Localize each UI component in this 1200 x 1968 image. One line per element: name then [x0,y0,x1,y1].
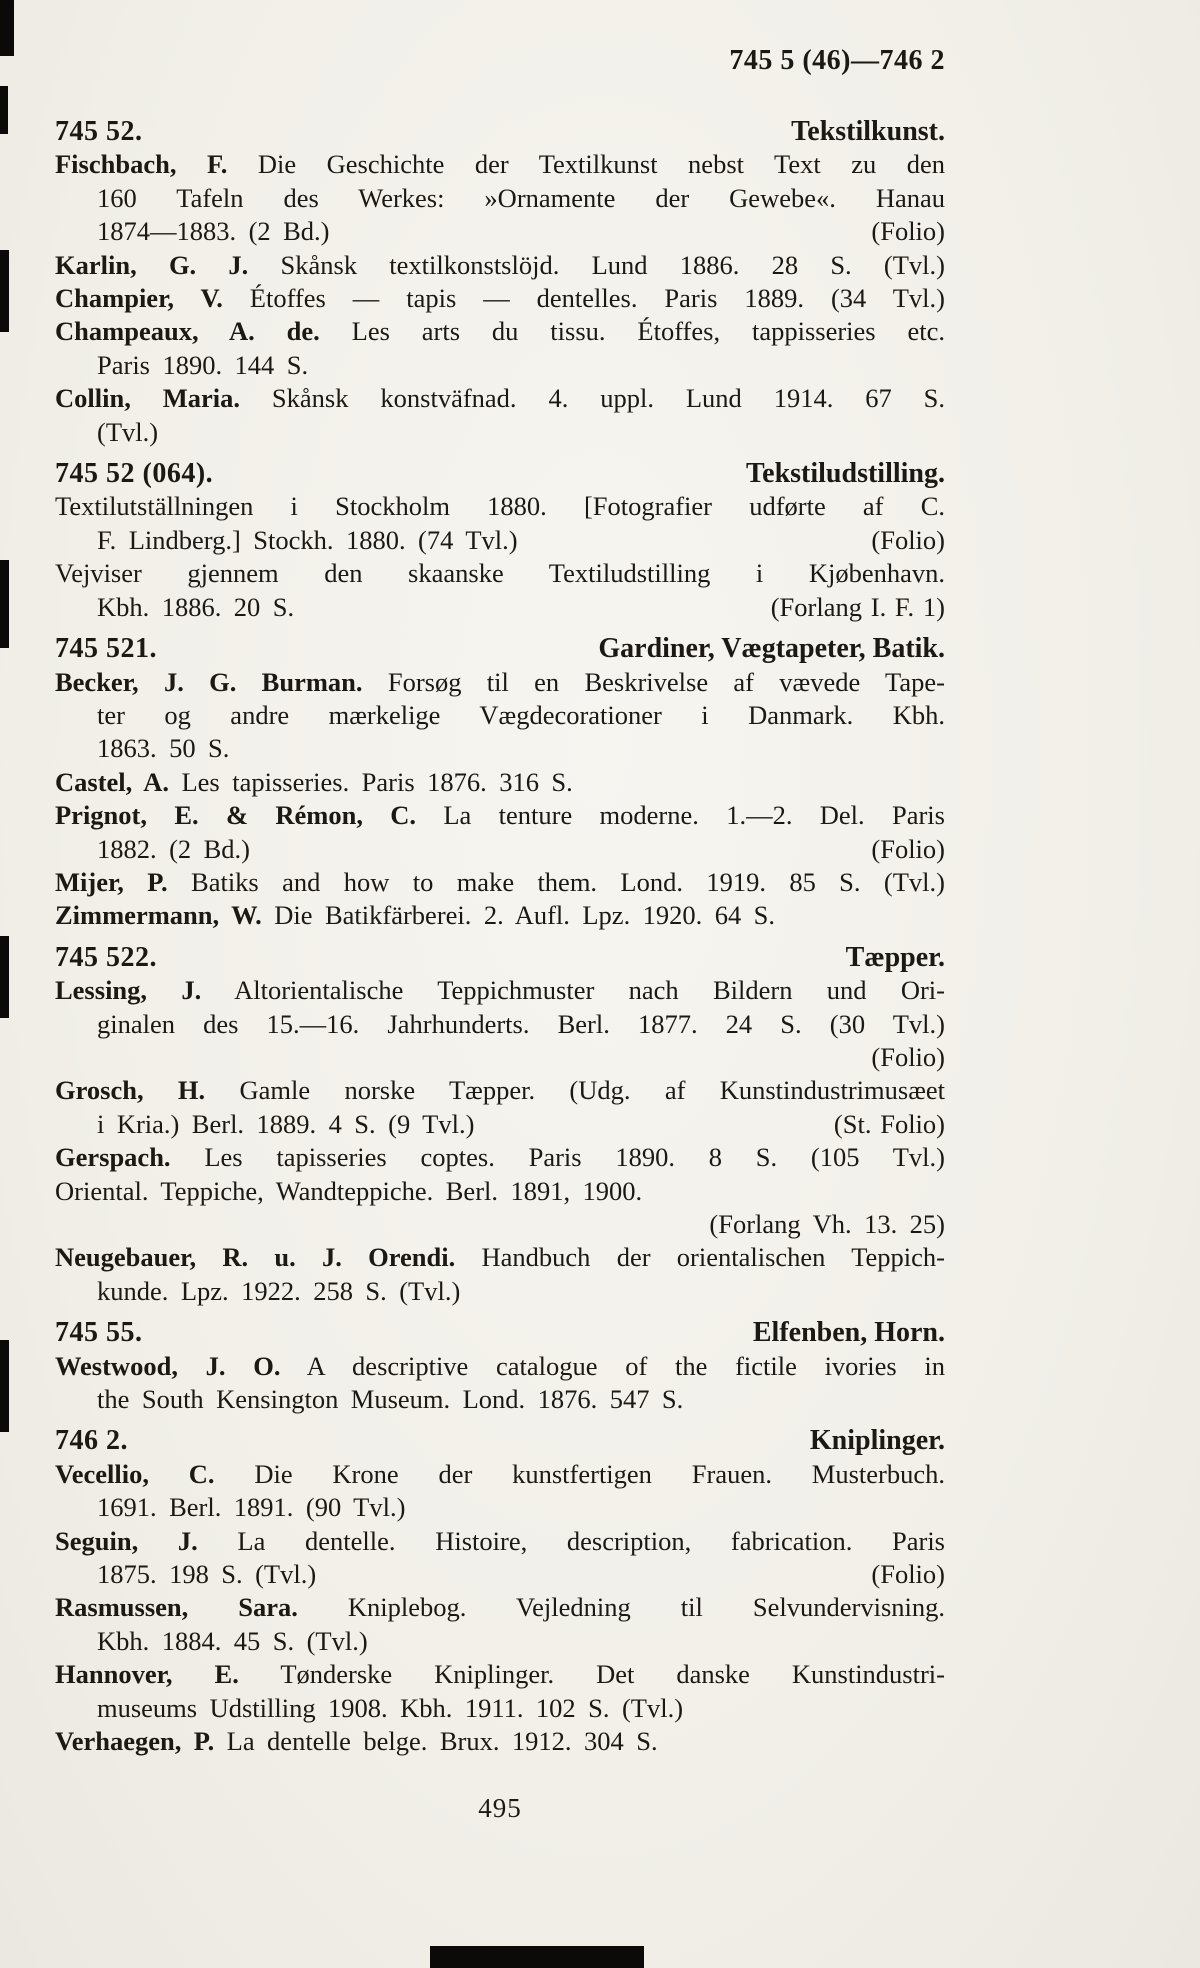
entry-text: 160 Tafeln des Werkes: »Ornamente der Gewebe«. Hanau [97,182,945,213]
entry-text: Batiks and how to make them. Lond. 1919. 85 S. (Tvl.) [167,866,945,897]
format-note: (Forlang I. F. 1) [770,591,945,622]
entry-text: La dentelle belge. Brux. 1912. 304 S. [214,1726,658,1757]
entry-author: Champeaux, A. de. [55,316,320,347]
entry-text: 1882. (2 Bd.) [97,833,250,864]
entry-line [55,1350,945,1383]
entry-text: Étoffes — tapis — dentelles. Paris 1889. (34 Tvl.) [222,283,945,314]
section-code: 745 52. [55,116,143,147]
entry-line [55,1458,945,1491]
entry-text: Skånsk konstväfnad. 4. uppl. Lund 1914. 67 S. [240,383,946,414]
entry-author: Hannover, E. [55,1659,239,1690]
entry-line [55,766,945,799]
entry-text: Les tapisseries. Paris 1876. 316 S. [169,766,573,797]
entry-line [55,148,945,181]
catalog-section-tekstilkunst [55,115,945,449]
entry-author: Champier, V. [55,283,223,314]
entry-line [55,666,945,699]
scan-artifact-bottom [430,1946,644,1968]
entry-line [55,1625,945,1658]
entry-line [55,1108,945,1141]
entry-line [55,1692,945,1725]
entry-author: Prignot, E. & Rémon, C. [55,800,417,831]
entry-text: Kbh. 1886. 20 S. [97,591,295,622]
format-note: (Folio) [871,1041,945,1072]
entry-text: Oriental. Teppiche, Wandteppiche. Berl. 1891, 1900. [55,1175,643,1206]
entry-line [55,699,945,732]
format-note: (Folio) [871,524,945,555]
entry-line [55,1658,945,1691]
entry-text: Die Krone der kunstfertigen Frauen. Musterbuch. [214,1458,945,1489]
entry-text: Gamle norske Tæpper. (Udg. af Kunstindustrimusæet [205,1075,945,1106]
entry-line [55,1041,945,1074]
section-code: 745 522. [55,941,157,973]
entry-text: Forsøg til en Beskrivelse af vævede Tape- [362,666,945,697]
section-code: 745 521. [55,633,157,665]
format-note: (Folio) [871,833,945,864]
section-code: 745 55. [55,1317,143,1349]
entry-text: Skånsk textilkonstslöjd. Lund 1886. 28 S. (Tvl.) [248,249,945,280]
scan-artifact-left-1 [0,86,8,134]
entry-text: 1875. 198 S. (Tvl.) [97,1559,317,1590]
section-heading [55,115,945,148]
entry-line [55,1725,945,1758]
scan-artifact-left-2 [0,250,9,332]
entry-line [55,1591,945,1624]
entry-line [55,1074,945,1107]
entry-author: Becker, J. G. Burman. [55,666,363,697]
entry-text: La dentelle. Histoire, description, fabrication. Paris [197,1525,945,1556]
entry-line [55,1491,945,1524]
entry-text: Vejviser gjennem den skaanske Textiludstilling i Kjøbenhavn. [55,558,945,589]
section-heading [55,457,945,490]
scan-artifact-left-4 [0,936,9,1018]
entry-author: Vecellio, C. [55,1458,215,1489]
entry-author: Westwood, J. O. [55,1350,281,1381]
entry-text: F. Lindberg.] Stockh. 1880. (74 Tvl.) [97,524,518,555]
entry-author: Collin, Maria. [55,383,241,414]
section-title: Elfenben, Horn. [752,1317,945,1349]
entry-author: Verhaegen, P. [55,1726,215,1757]
entry-text: Handbuch der orientalischen Teppich- [455,1242,946,1273]
entry-line [55,557,945,590]
entry-line [55,799,945,832]
entry-line [55,349,945,382]
entry-line [55,416,945,449]
entry-line [55,1383,945,1416]
entry-author: Gerspach. [55,1142,171,1173]
page-number: 495 [478,1792,522,1823]
entry-line [55,249,945,282]
section-heading [55,632,945,665]
page-content [55,44,945,1825]
entry-line [55,1275,945,1308]
entry-text: Die Batikfärberei. 2. Aufl. Lpz. 1920. 64 S. [261,900,776,931]
scan-artifact-left-5 [0,1340,9,1432]
entry-author: Karlin, G. J. [55,249,249,280]
entry-text: Kbh. 1884. 45 S. (Tvl.) [97,1625,368,1656]
entry-text: Paris 1890. 144 S. [97,349,309,380]
entry-line [55,591,945,624]
entry-text: 1691. Berl. 1891. (90 Tvl.) [97,1492,406,1523]
entry-author: Lessing, J. [55,975,202,1006]
entry-text: ginalen des 15.—16. Jahrhunderts. Berl. 1877. 24 S. (30 Tvl.) [97,1008,945,1039]
entry-line [55,1525,945,1558]
entry-text: 1863. 50 S. [97,733,230,764]
catalog-section-taepper [55,941,945,1308]
section-heading [55,1316,945,1349]
entry-text: 1874—1883. (2 Bd.) [97,216,330,247]
entry-author: Fischbach, F. [55,149,228,180]
entry-text: museums Udstilling 1908. Kbh. 1911. 102 S. (Tvl.) [97,1692,684,1723]
entry-text: Les arts du tissu. Étoffes, tappisseries etc. [319,316,945,347]
section-title: Tæpper. [845,941,945,973]
entry-line [55,1141,945,1174]
entry-text: ter og andre mærkelige Vægdecorationer i Danmark. Kbh. [97,699,945,730]
catalog-section-elfenben [55,1316,945,1416]
entry-line [55,833,945,866]
entry-text: Textilutställningen i Stockholm 1880. [Fotografier udførte af C. [55,491,945,522]
entry-text: Les tapisseries coptes. Paris 1890. 8 S. (105 Tvl.) [170,1142,945,1173]
entry-line [55,899,945,932]
scan-artifact-left-3 [0,560,9,648]
entry-line [55,974,945,1007]
entry-text: i Kria.) Berl. 1889. 4 S. (9 Tvl.) [97,1108,475,1139]
section-title: Kniplinger. [809,1425,945,1457]
entry-author: Mijer, P. [55,866,168,897]
entry-line [55,1208,945,1241]
entry-author: Neugebauer, R. u. J. Orendi. [55,1242,456,1273]
format-note: (Folio) [871,1559,945,1590]
section-title: Tekstilkunst. [791,116,945,147]
entry-text: the South Kensington Museum. Lond. 1876. 547 S. [97,1384,684,1415]
section-title: Tekstiludstilling. [746,458,945,490]
section-code: 745 52 (064). [55,458,214,490]
entry-line [55,1241,945,1274]
entry-line [55,315,945,348]
entry-line [55,490,945,523]
format-note: (Forlang Vh. 13. 25) [709,1209,945,1239]
entry-text: Kniplebog. Vejledning til Selvundervisning. [297,1592,945,1623]
section-code: 746 2. [55,1425,128,1457]
entry-line [55,282,945,315]
entry-text: A descriptive catalogue of the fictile ivories in [280,1350,945,1381]
catalog-section-tekstiludstilling [55,457,945,624]
entry-author: Seguin, J. [55,1525,198,1556]
entry-author: Grosch, H. [55,1075,206,1106]
entry-line [55,1175,945,1208]
section-title: Gardiner, Vægtapeter, Batik. [598,633,945,665]
entry-line [55,866,945,899]
entry-author: Castel, A. [55,766,170,797]
entry-line [55,1008,945,1041]
format-note: (Folio) [871,216,945,247]
page-header-classmark: 745 5 (46)—746 2 [729,45,945,76]
entry-author: Zimmermann, W. [55,900,262,931]
section-heading [55,1424,945,1457]
catalog-section-gardiner [55,632,945,933]
entry-text: Die Geschichte der Textilkunst nebst Text zu den [227,149,945,180]
format-note: (St. Folio) [833,1108,945,1139]
entry-line [55,382,945,415]
entry-text: La tenture moderne. 1.—2. Del. Paris [416,800,945,831]
entry-line [55,182,945,215]
entry-text: Tønderske Kniplinger. Det danske Kunstindustri- [238,1659,945,1690]
section-heading [55,941,945,974]
entry-line [55,732,945,765]
entry-author: Rasmussen, Sara. [55,1592,298,1623]
entry-line [55,1558,945,1591]
catalog-section-kniplinger [55,1424,945,1758]
entry-line [55,215,945,248]
entry-text: kunde. Lpz. 1922. 258 S. (Tvl.) [97,1275,461,1306]
entry-line [55,524,945,557]
scan-artifact-top-left [0,0,14,56]
entry-text: (Tvl.) [97,416,159,447]
entry-text: Altorientalische Teppichmuster nach Bildern und Ori- [201,975,945,1006]
